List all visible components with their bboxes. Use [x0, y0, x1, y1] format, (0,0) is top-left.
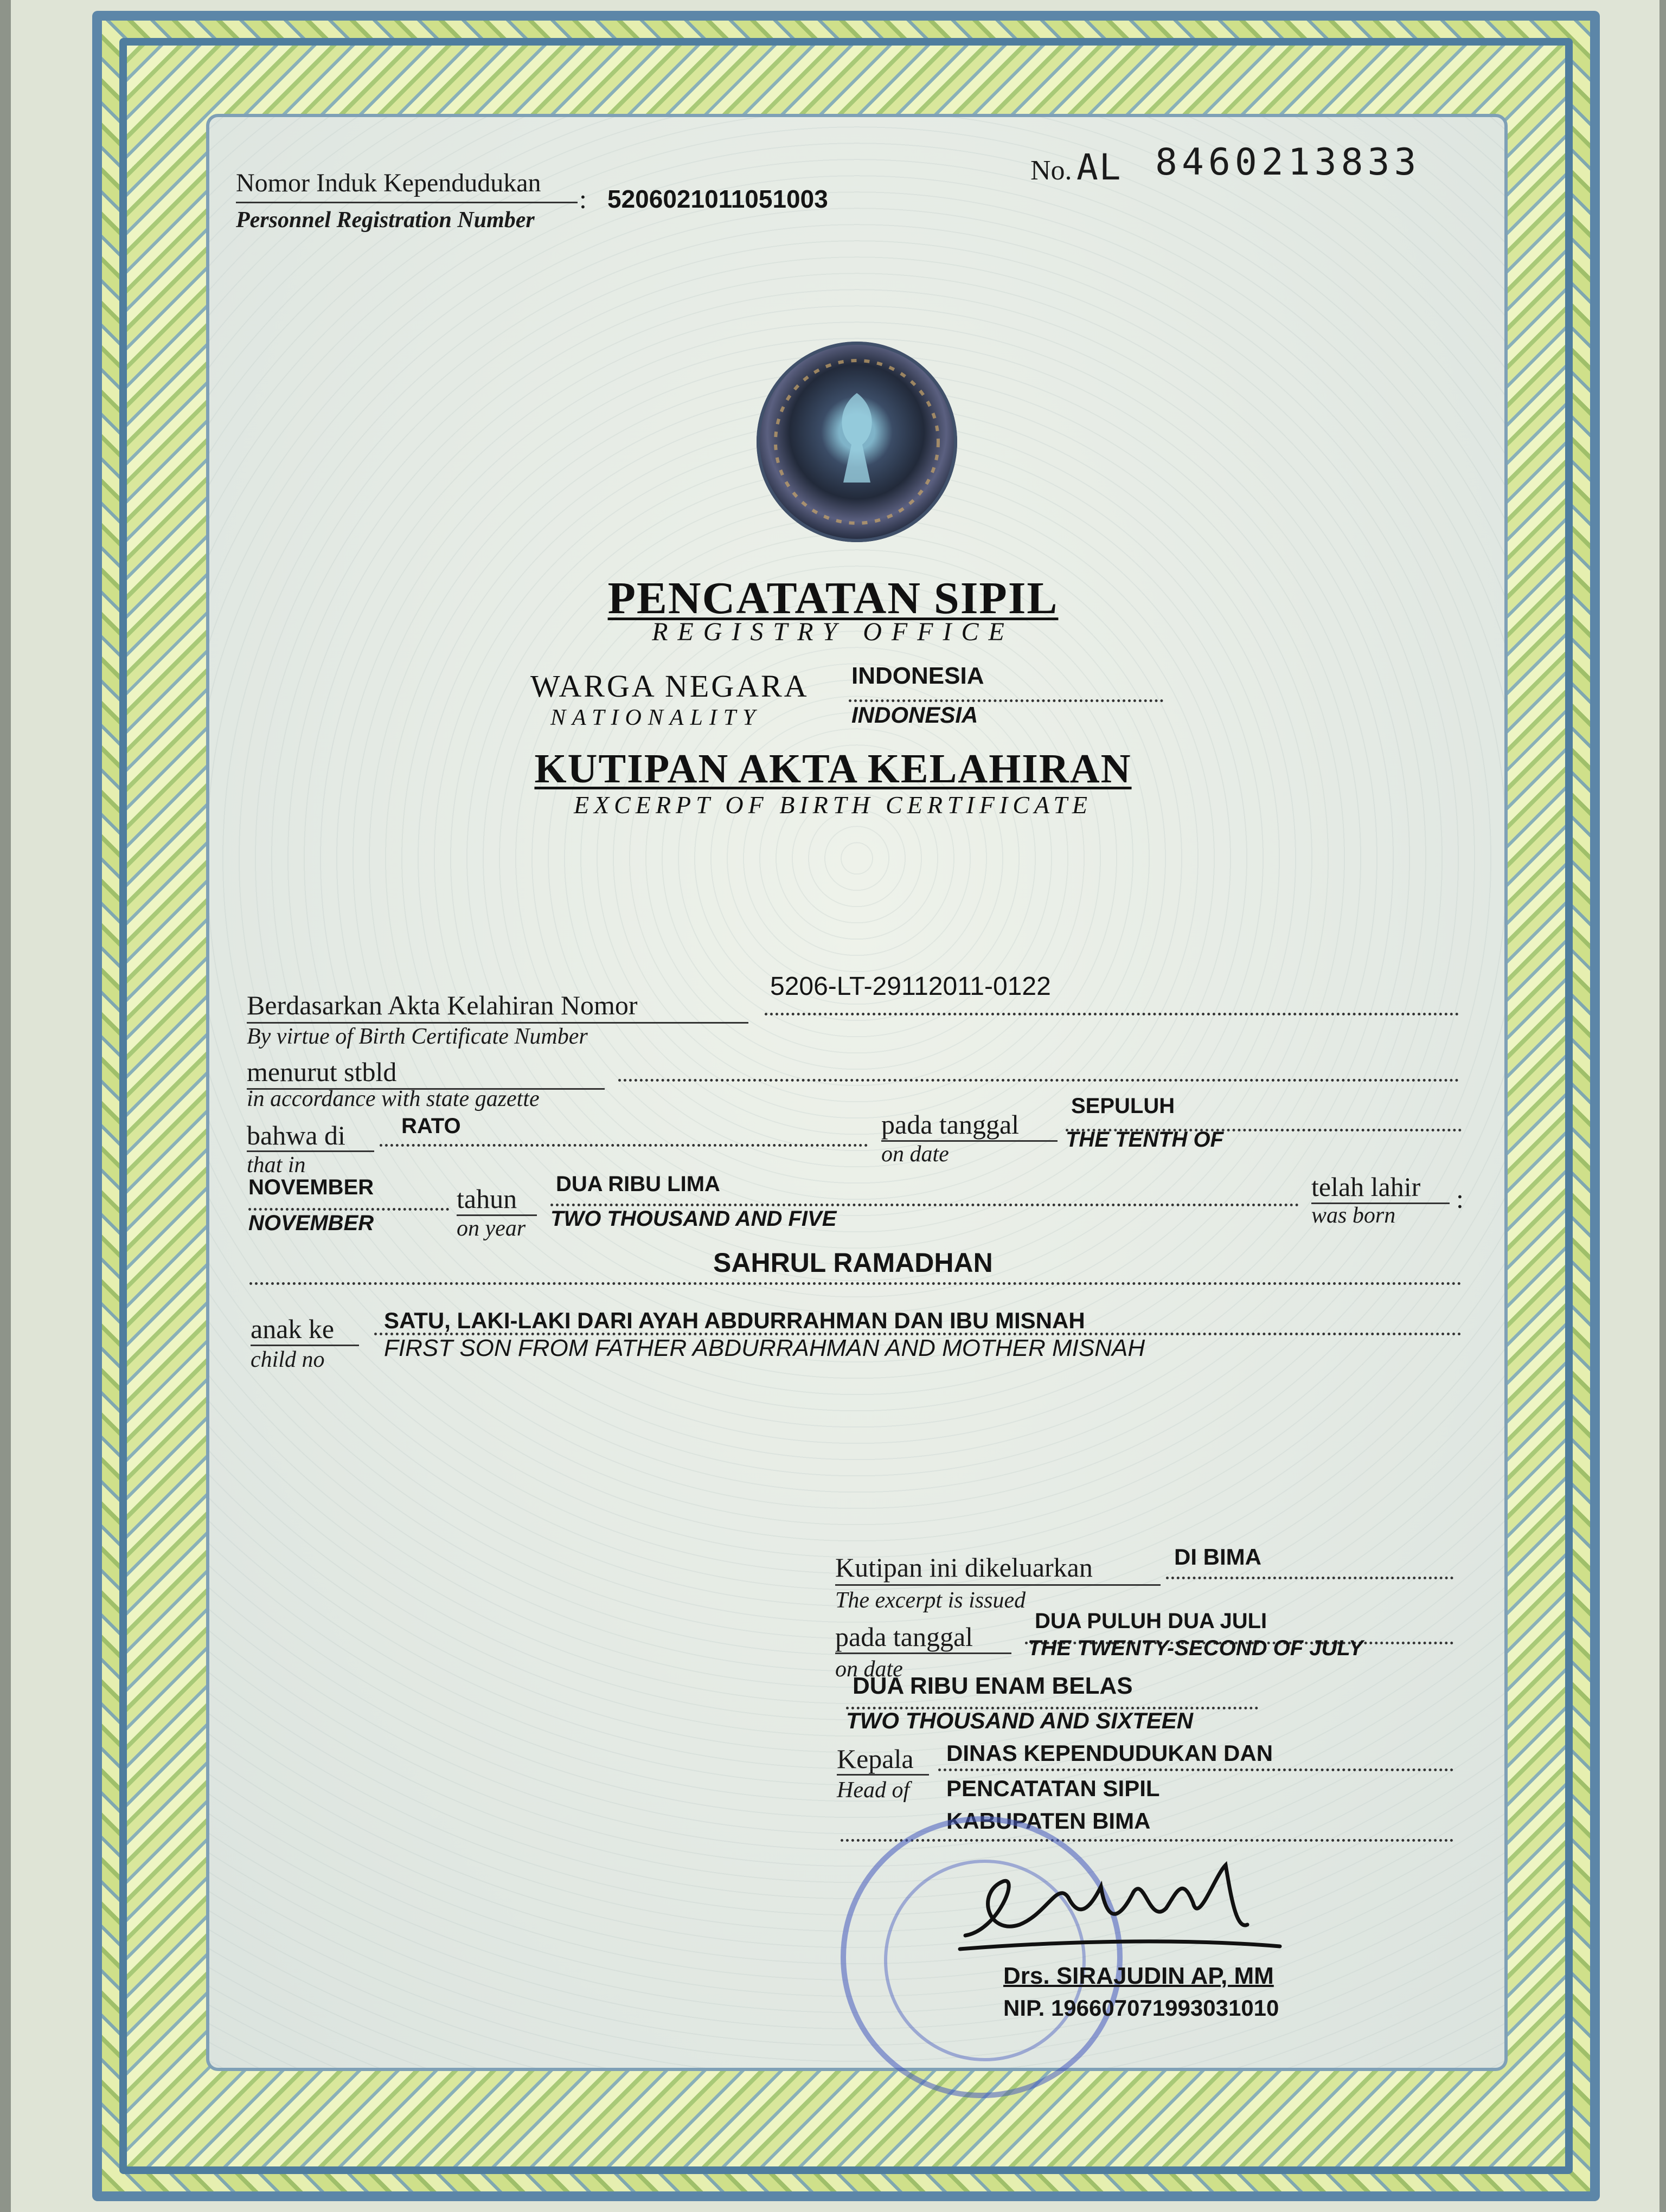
date-value: SEPULUH — [1071, 1094, 1175, 1118]
year-value: DUA RIBU LIMA — [556, 1172, 720, 1196]
stbld-label-en: in accordance with state gazette — [247, 1086, 540, 1111]
nik-value: 5206021011051003 — [607, 185, 828, 213]
nik-label: Nomor Induk Kependudukan — [236, 169, 541, 197]
head-dots-1 — [938, 1769, 1453, 1771]
child-label-rule — [251, 1345, 359, 1346]
born-colon: : — [1456, 1184, 1464, 1214]
signature-icon — [954, 1843, 1302, 1971]
child-value-en: FIRST SON FROM FATHER ABDURRAHMAN AND MOTHER MISNAH — [384, 1335, 1145, 1361]
head-label: Kepala — [837, 1744, 914, 1774]
hologram-emblem-icon — [757, 342, 957, 542]
serial-number: 8460213833 — [1155, 141, 1421, 184]
date-value-en: THE TENTH OF — [1066, 1128, 1224, 1152]
head-label-en: Head of — [837, 1778, 910, 1803]
issue-date-label-en: on date — [835, 1657, 903, 1682]
cert-value: 5206-LT-29112011-0122 — [770, 972, 1051, 1001]
stbld-dots — [618, 1079, 1459, 1082]
head-label-rule — [837, 1774, 929, 1776]
cert-dots — [765, 1013, 1459, 1015]
place-label: bahwa di — [247, 1120, 345, 1150]
issued-label: Kutipan ini dikeluarkan — [835, 1552, 1093, 1583]
document-title-en: EXCERPT OF BIRTH CERTIFICATE — [573, 791, 1092, 819]
issued-label-en: The excerpt is issued — [835, 1588, 1026, 1613]
office-title-en: REGISTRY OFFICE — [652, 618, 1014, 646]
head-value-line2: PENCATATAN SIPIL — [946, 1776, 1160, 1801]
date-label: pada tanggal — [881, 1109, 1020, 1140]
born-label: telah lahir — [1311, 1172, 1421, 1202]
name-dots — [249, 1282, 1462, 1285]
year-label-en: on year — [457, 1216, 526, 1241]
issued-value: DI BIMA — [1174, 1544, 1261, 1570]
year-value-en: TWO THOUSAND AND FIVE — [550, 1207, 837, 1231]
child-value: SATU, LAKI-LAKI DARI AYAH ABDURRAHMAN DAN IBU MISNAH — [384, 1308, 1085, 1333]
head-value-line1: DINAS KEPENDUDUKAN DAN — [946, 1740, 1273, 1766]
issue-date-label-rule — [835, 1652, 1011, 1654]
issue-year-value-en: TWO THOUSAND AND SIXTEEN — [846, 1708, 1194, 1733]
cert-label: Berdasarkan Akta Kelahiran Nomor — [247, 990, 638, 1020]
issue-date-value-en: THE TWENTY-SECOND OF JULY — [1028, 1636, 1363, 1660]
place-dots — [380, 1144, 868, 1147]
year-label: tahun — [457, 1184, 517, 1214]
stbld-label: menurut stbld — [247, 1057, 397, 1087]
official-name: Drs. SIRAJUDIN AP, MM — [1003, 1963, 1274, 1989]
year-dots — [550, 1204, 1299, 1206]
nik-label-rule — [236, 202, 578, 203]
child-name-value: SAHRUL RAMADHAN — [713, 1248, 993, 1278]
issue-date-value: DUA PULUH DUA JULI — [1035, 1609, 1267, 1633]
nationality-label: WARGA NEGARA — [530, 668, 809, 704]
cert-label-en: By virtue of Birth Certificate Number — [247, 1024, 588, 1049]
issued-dots — [1166, 1577, 1453, 1579]
issue-year-value: DUA RIBU ENAM BELAS — [853, 1673, 1133, 1699]
nik-colon: : — [579, 184, 587, 214]
child-label: anak ke — [251, 1314, 335, 1344]
nationality-value: INDONESIA — [851, 663, 984, 689]
nik-label-en: Personnel Registration Number — [236, 208, 535, 233]
born-label-en: was born — [1311, 1203, 1396, 1228]
nationality-label-en: NATIONALITY — [550, 705, 762, 730]
date-label-en: on date — [881, 1142, 949, 1167]
official-nip: NIP. 196607071993031010 — [1003, 1995, 1279, 2021]
head-value-line3: KABUPATEN BIMA — [946, 1808, 1151, 1834]
nationality-value-en: INDONESIA — [851, 702, 978, 728]
office-title: PENCATATAN SIPIL — [607, 573, 1059, 623]
place-value: RATO — [401, 1114, 461, 1138]
place-label-en: that in — [247, 1153, 306, 1178]
month-dots — [248, 1208, 449, 1211]
issue-date-label: pada tanggal — [835, 1622, 973, 1652]
serial-prefix: No. — [1030, 155, 1072, 186]
serial-series: AL — [1077, 146, 1122, 188]
month-value-en: NOVEMBER — [248, 1211, 374, 1235]
document-title: KUTIPAN AKTA KELAHIRAN — [534, 746, 1132, 792]
child-label-en: child no — [251, 1347, 325, 1372]
month-value: NOVEMBER — [248, 1175, 374, 1199]
issued-label-rule — [835, 1584, 1161, 1586]
